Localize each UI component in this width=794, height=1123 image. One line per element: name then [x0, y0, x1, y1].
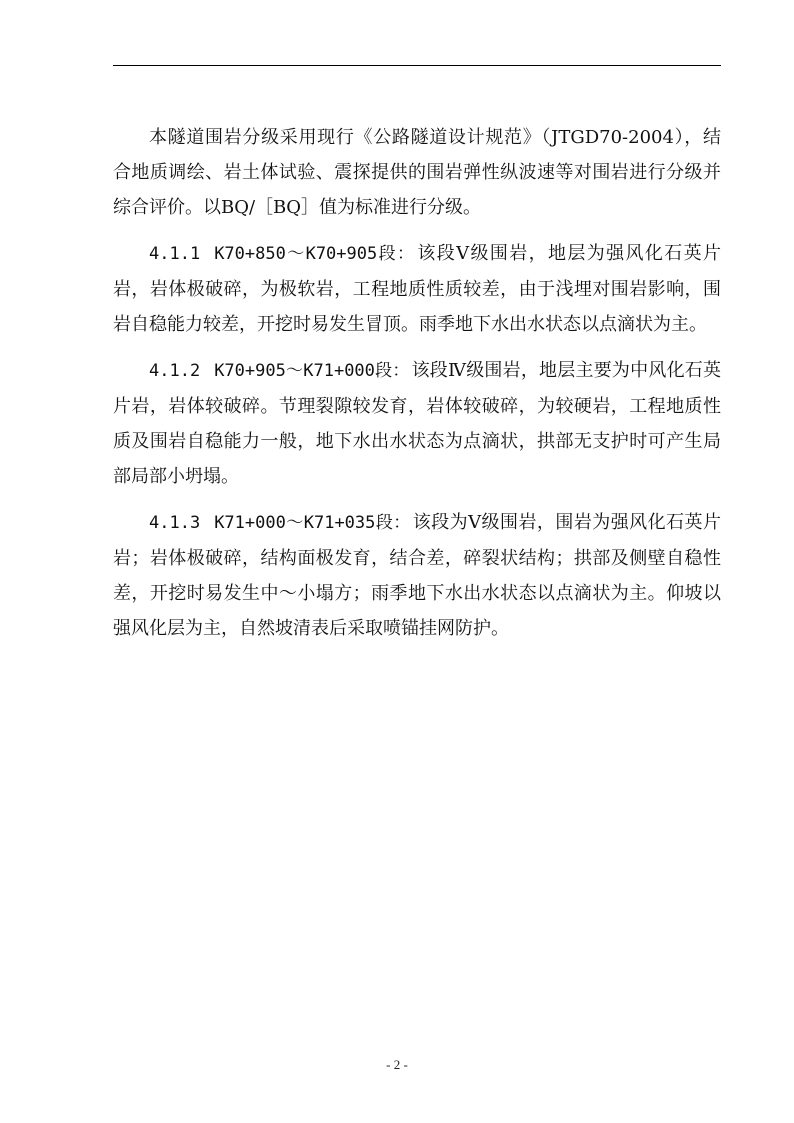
section-4-1-2	[113, 353, 721, 494]
section-number: 4.1.3	[149, 513, 201, 533]
section-4-1-1	[113, 236, 721, 342]
section-range: K71+000～K71+035段：	[214, 513, 411, 533]
intro-paragraph: 本隧道围岩分级采用现行《公路隧道设计规范》（JTGD70-2004），结合地质调绘、岩土体试验、震探提供的围岩弹性纵波速等对围岩进行分级并综合评价。以BQ/［BQ］值为标准进行分级。	[113, 127, 721, 218]
section-text: 该段Ⅴ级围岩，地层为强风化石英片岩，岩体极破碎，为极软岩，工程地质性质较差，由于浅埋对围岩影响，围岩自稳能力较差，开挖时易发生冒顶。雨季地下水出水状态以点滴状为主。	[113, 243, 721, 335]
section-range: K70+850～K70+905段：	[214, 244, 416, 264]
section-number: 4.1.2	[149, 361, 201, 381]
section-range: K70+905～K71+000段：	[214, 361, 410, 381]
page-number: - 2 -	[386, 1057, 408, 1072]
section-text: 该段为Ⅴ级围岩，围岩为强风化石英片岩；岩体极破碎，结构面极发育，结合差，碎裂状结构；拱部及侧壁自稳性差，开挖时易发生中～小塌方；雨季地下水出水状态以点滴状为主。仰坡以强风化层为主，自然坡清表后采取喷锚挂网防护。	[113, 512, 721, 639]
header-rule	[113, 65, 721, 66]
section-number: 4.1.1	[149, 244, 201, 264]
document-body	[113, 120, 721, 646]
section-4-1-3	[113, 505, 721, 646]
section-text: 该段Ⅳ级围岩，地层主要为中风化石英片岩，岩体较破碎。节理裂隙较发育，岩体较破碎，为较硬岩，工程地质性质及围岩自稳能力一般，地下水出水状态为点滴状，拱部无支护时可产生局部局部小坍塌。	[113, 360, 721, 487]
